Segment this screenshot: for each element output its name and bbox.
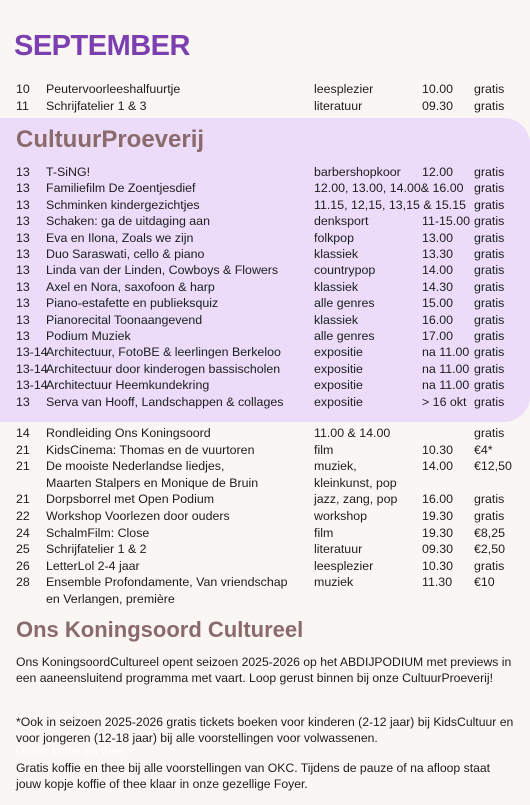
program-row <box>0 164 530 180</box>
event-price: gratis <box>474 558 505 573</box>
event-title: Podium Muziek <box>46 329 131 343</box>
event-time: 10.30 <box>422 442 454 457</box>
event-price: gratis <box>474 230 505 245</box>
event-day: 11 <box>16 98 29 113</box>
event-time: 19.30 <box>422 525 454 540</box>
program-row <box>0 442 530 458</box>
program-row <box>0 361 530 377</box>
event-time: 13.30 <box>422 247 454 261</box>
event-price: gratis <box>474 82 505 96</box>
event-day: 13 <box>16 165 30 179</box>
faded-text: Gratis koffie en thee <box>16 744 125 758</box>
event-title: en Verlangen, première <box>46 592 175 606</box>
program-row <box>0 81 530 97</box>
event-price: gratis <box>474 361 505 376</box>
event-price: gratis <box>474 279 505 294</box>
event-price: gratis <box>474 263 505 278</box>
program-row <box>0 377 530 393</box>
program-row <box>0 508 530 524</box>
event-day: 28 <box>16 575 30 590</box>
event-price: gratis <box>474 197 505 212</box>
event-title: De mooiste Nederlandse liedjes, <box>46 459 225 474</box>
event-price: gratis <box>474 247 505 261</box>
event-day: 13 <box>16 329 30 343</box>
event-title: Architectuur Heemkundekring <box>46 378 210 393</box>
event-title: SchalmFilm: Close <box>46 525 150 540</box>
event-title: Eva en Ilona, Zoals we zijn <box>46 230 194 245</box>
event-day: 21 <box>16 492 30 507</box>
event-time: 15.00 <box>422 296 454 311</box>
program-row <box>0 295 530 311</box>
event-day: 13 <box>16 279 30 294</box>
event-genre: expositie <box>314 378 363 393</box>
program-row <box>0 475 530 491</box>
event-price: €10 <box>474 575 495 590</box>
event-time: 10.00 <box>422 82 454 96</box>
event-price: gratis <box>474 492 505 507</box>
event-price: €12,50 <box>474 459 512 474</box>
event-time: 12.00 <box>422 165 454 179</box>
program-row <box>0 213 530 229</box>
event-genre: 11.00 & 14.00 <box>314 426 391 440</box>
event-title: Rondleiding Ons Koningsoord <box>46 426 211 440</box>
event-day: 10 <box>16 82 30 96</box>
event-genre: film <box>314 525 334 540</box>
event-price: gratis <box>474 98 505 113</box>
event-genre: muziek, <box>314 459 357 474</box>
event-title: Dorpsborrel met Open Podium <box>46 492 215 507</box>
event-day: 21 <box>16 459 30 474</box>
event-day: 13-14 <box>16 378 48 393</box>
program-row <box>0 197 530 213</box>
program-row <box>0 328 530 344</box>
event-price: gratis <box>474 181 505 196</box>
event-price: gratis <box>474 312 505 327</box>
event-title: Architectuur, FotoBE & leerlingen Berkeloo <box>46 345 281 360</box>
cultuurproeverij-title: CultuurProeverij <box>16 126 205 153</box>
event-day: 26 <box>16 558 30 573</box>
coffee-paragraph: Gratis koffie en thee bij alle voorstellingen van OKC. Tijdens de pauze of na afloop staat jouw kopje koffie of thee klaar in onze gezellige Foyer. <box>16 761 491 791</box>
event-time: 14.00 <box>422 263 454 278</box>
program-row <box>0 344 530 360</box>
event-price: €4* <box>474 442 493 457</box>
event-day: 13 <box>16 230 30 245</box>
event-time: 16.00 <box>422 312 454 327</box>
event-genre: klassiek <box>314 279 359 294</box>
event-day: 13 <box>16 394 30 409</box>
program-row <box>0 262 530 278</box>
program-row <box>0 458 530 474</box>
event-title: Schminken kindergezichtjes <box>46 197 200 212</box>
event-price: €8,25 <box>474 525 506 540</box>
event-price: €2,50 <box>474 542 506 557</box>
program-row <box>0 558 530 574</box>
intro-paragraph: Ons KoningsoordCultureel opent seizoen 2025-2026 op het ABDIJPODIUM met previews in een aaneensluitend programma met vaart. Loop gerust binnen bij onze CultuurProeverij! <box>16 655 512 685</box>
event-genre: literatuur <box>314 542 363 557</box>
event-genre: muziek <box>314 575 354 590</box>
program-row <box>0 491 530 507</box>
event-genre: klassiek <box>314 312 359 327</box>
event-title: Pianorecital Toonaangevend <box>46 312 203 327</box>
event-day: 13 <box>16 197 30 212</box>
event-time: 19.30 <box>422 509 454 523</box>
event-time: na 11.00 <box>422 361 470 376</box>
event-genre: expositie <box>314 361 363 376</box>
event-day: 13 <box>16 214 30 229</box>
event-time: 11.15, 12,15, 13,15 & 15.15 <box>314 197 467 212</box>
tickets-paragraph: *Ook in seizoen 2025-2026 gratis tickets boeken voor kinderen (2-12 jaar) bij KidsCultuur en voor jongeren (12-18 jaar) bij alle voorstellingen voor volwassenen. <box>16 715 514 745</box>
event-genre: klassiek <box>314 247 359 261</box>
program-row <box>0 525 530 541</box>
program-row <box>0 230 530 246</box>
program-row <box>0 394 530 410</box>
event-price: gratis <box>474 214 505 229</box>
event-title: KidsCinema: Thomas en de vuurtoren <box>46 442 255 457</box>
event-time: na 11.00 <box>422 345 470 360</box>
event-genre: leesplezier <box>314 558 374 573</box>
event-genre: jazz, zang, pop <box>314 492 398 507</box>
program-row <box>0 425 530 441</box>
program-row <box>0 246 530 262</box>
event-genre: expositie <box>314 394 363 409</box>
event-time: 11.30 <box>422 575 453 590</box>
event-title: Schrijfatelier 1 & 2 <box>46 542 147 557</box>
month-heading: SEPTEMBER <box>14 30 190 62</box>
event-time: 12.00, 13.00, 14.00& 16.00 <box>314 181 464 196</box>
event-genre: countrypop <box>314 263 376 278</box>
event-time: 09.30 <box>422 98 454 113</box>
program-row <box>0 98 530 114</box>
event-price: gratis <box>474 345 505 360</box>
event-title: Workshop Voorlezen door ouders <box>46 509 230 523</box>
event-title: T-SiNG! <box>46 165 91 179</box>
event-genre: alle genres <box>314 329 375 343</box>
program-row <box>0 180 530 196</box>
program-row <box>0 279 530 295</box>
section-title: Ons Koningsoord Cultureel <box>16 617 304 642</box>
event-title: Familiefilm De Zoentjesdief <box>46 181 196 196</box>
event-genre: literatuur <box>314 98 363 113</box>
event-price: gratis <box>474 165 505 179</box>
event-genre: denksport <box>314 214 369 229</box>
event-time: > 16 okt <box>422 394 467 409</box>
event-day: 21 <box>16 442 30 457</box>
event-title: Architectuur door kinderogen bassischolen <box>46 361 281 376</box>
event-title: Maarten Stalpers en Monique de Bruin <box>46 475 259 490</box>
event-day: 13 <box>16 312 30 327</box>
program-row <box>0 591 530 607</box>
event-price: gratis <box>474 329 505 343</box>
event-genre: film <box>314 442 334 457</box>
event-time: 09.30 <box>422 542 454 557</box>
event-time: 14.30 <box>422 279 454 294</box>
event-day: 24 <box>16 525 30 540</box>
event-day: 13-14 <box>16 361 48 376</box>
event-day: 13 <box>16 247 30 261</box>
event-time: 14.00 <box>422 459 454 474</box>
event-title: Linda van der Linden, Cowboys & Flowers <box>46 263 279 278</box>
event-time: 17.00 <box>422 329 454 343</box>
event-title: Schaken: ga de uitdaging aan <box>46 214 210 229</box>
event-genre: barbershopkoor <box>314 165 401 179</box>
event-time: 11-15.00 <box>422 214 470 229</box>
event-title: LetterLol 2-4 jaar <box>46 558 140 573</box>
event-day: 14 <box>16 426 30 440</box>
event-time: 16.00 <box>422 492 454 507</box>
event-genre: alle genres <box>314 296 375 311</box>
event-day: 13 <box>16 263 30 278</box>
program-row <box>0 312 530 328</box>
program-row <box>0 574 530 590</box>
program-row <box>0 541 530 557</box>
event-genre: expositie <box>314 345 363 360</box>
event-title: Schrijfatelier 1 & 3 <box>46 98 147 113</box>
event-title: Axel en Nora, saxofoon & harp <box>46 279 215 294</box>
event-genre: workshop <box>314 509 368 523</box>
event-day: 25 <box>16 542 30 557</box>
event-day: 13-14 <box>16 345 48 360</box>
event-genre: leesplezier <box>314 82 374 96</box>
event-day: 22 <box>16 509 30 523</box>
event-time: 10.30 <box>422 558 454 573</box>
event-title: Serva van Hooff, Landschappen & collages <box>46 394 284 409</box>
event-title: Peutervoorleeshalfuurtje <box>46 82 181 96</box>
event-price: gratis <box>474 378 505 393</box>
event-title: Duo Saraswati, cello & piano <box>46 247 205 261</box>
event-title: Piano-estafette en publieksquiz <box>46 296 219 311</box>
event-time: 13.00 <box>422 230 454 245</box>
event-day: 13 <box>16 181 30 196</box>
event-price: gratis <box>474 509 505 523</box>
event-time: na 11.00 <box>422 378 470 393</box>
event-day: 13 <box>16 296 30 311</box>
event-genre: folkpop <box>314 230 354 245</box>
event-genre: kleinkunst, pop <box>314 475 397 490</box>
event-price: gratis <box>474 296 505 311</box>
event-title: Ensemble Profondamente, Van vriendschap <box>46 575 288 590</box>
event-price: gratis <box>474 394 505 409</box>
event-price: gratis <box>474 426 505 440</box>
